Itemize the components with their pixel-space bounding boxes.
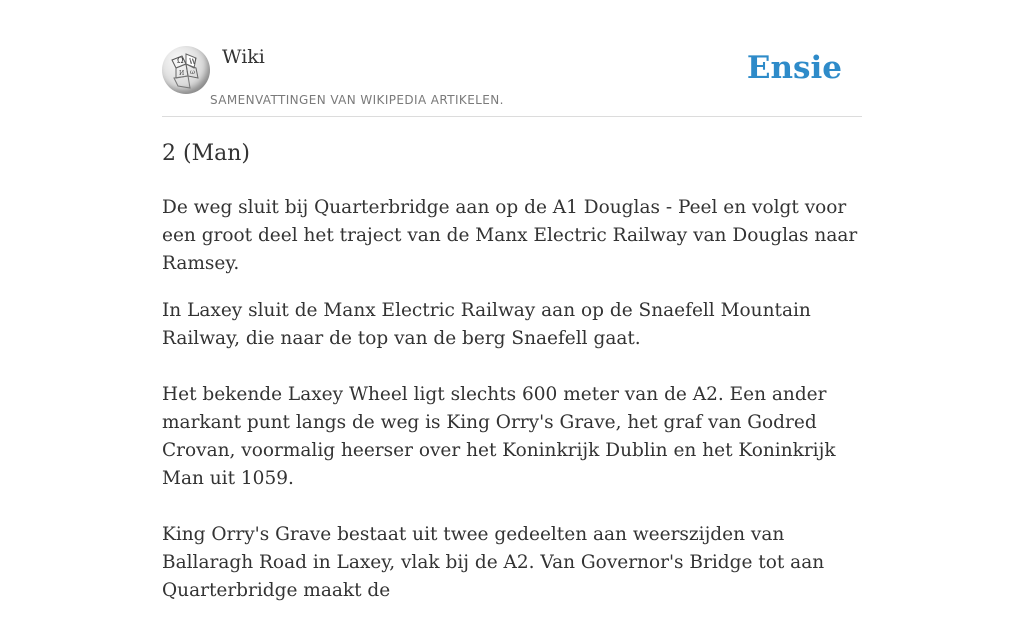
- wikipedia-globe-icon[interactable]: [162, 46, 210, 94]
- svg-text:ω: ω: [190, 69, 195, 76]
- site-name[interactable]: Wiki: [222, 46, 265, 68]
- svg-text:И: И: [179, 70, 185, 77]
- site-tagline: SAMENVATTINGEN VAN WIKIPEDIA ARTIKELEN.: [210, 93, 504, 107]
- article-paragraph: In Laxey sluit de Manx Electric Railway aan op de Snaefell Mountain Railway, die naar de top van de berg Snaefell gaat.: [162, 300, 811, 349]
- article-paragraph: King Orry's Grave bestaat uit twee gedeelten aan weerszijden van Ballaragh Road in Laxey, vlak bij de A2. Van Governor's Bridge tot aan Quarterbridge maakt de: [162, 524, 825, 601]
- article-title: 2 (Man): [162, 141, 250, 166]
- site-header: [162, 0, 862, 117]
- ensie-brand-link[interactable]: Ensie: [746, 50, 842, 86]
- article-paragraph: Het bekende Laxey Wheel ligt slechts 600 meter van de A2. Een ander markant punt langs de weg is King Orry's Grave, het graf van Godred Crovan, voormalig heerser over het Koninkrijk Dublin en het Koninkrijk Man uit 1059.: [162, 384, 836, 489]
- article-paragraph: De weg sluit bij Quarterbridge aan op de A1 Douglas - Peel en volgt voor een groot deel het traject van de Manx Electric Railway van Douglas naar Ramsey.: [162, 197, 858, 274]
- article-content: [162, 136, 866, 624]
- svg-text:W: W: [189, 58, 197, 66]
- svg-text:Ω: Ω: [177, 56, 184, 65]
